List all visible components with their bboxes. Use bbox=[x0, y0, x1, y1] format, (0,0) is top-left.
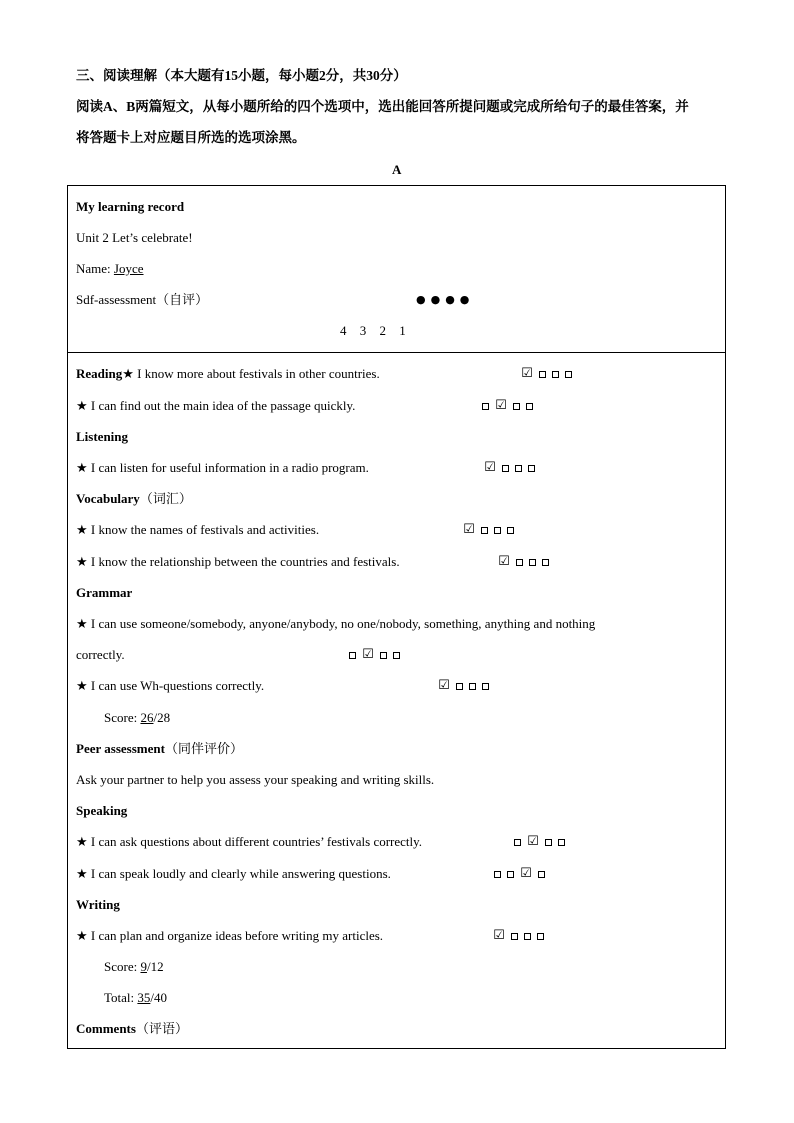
empty-checkbox[interactable] bbox=[380, 652, 387, 659]
empty-checkbox[interactable] bbox=[526, 403, 533, 410]
score-2-label: Score: bbox=[104, 959, 141, 974]
listening-heading: Listening bbox=[76, 429, 129, 444]
reading-row-1 bbox=[76, 366, 380, 382]
score-1-value: 26 bbox=[140, 710, 154, 725]
reading-item-2: ★ I can find out the main idea of the passage quickly. bbox=[76, 398, 356, 413]
reading-item-1-rating[interactable] bbox=[521, 366, 578, 383]
empty-checkbox[interactable] bbox=[524, 933, 531, 940]
empty-checkbox[interactable] bbox=[502, 465, 509, 472]
total-line bbox=[104, 990, 167, 1006]
header-divider bbox=[67, 352, 726, 353]
peer-cn: （同伴评价） bbox=[164, 741, 243, 756]
empty-checkbox[interactable] bbox=[552, 371, 559, 378]
checked-box-icon[interactable]: ☑ bbox=[521, 366, 533, 381]
empty-checkbox[interactable] bbox=[393, 652, 400, 659]
comments-heading: Comments bbox=[76, 1021, 136, 1036]
comments-heading-line bbox=[76, 1021, 188, 1037]
empty-checkbox[interactable] bbox=[529, 559, 536, 566]
checked-box-icon[interactable]: ☑ bbox=[498, 554, 510, 569]
checked-box-icon[interactable]: ☑ bbox=[527, 834, 539, 849]
vocab-cn: （词汇） bbox=[139, 491, 192, 506]
name-line bbox=[76, 261, 144, 277]
grammar-heading: Grammar bbox=[76, 585, 133, 600]
score-1-label: Score: bbox=[104, 710, 141, 725]
empty-checkbox[interactable] bbox=[558, 839, 565, 846]
empty-checkbox[interactable] bbox=[456, 683, 463, 690]
instruction-line-2: 将答题卡上对应题目所选的选项涂黑。 bbox=[76, 130, 306, 145]
checked-box-icon[interactable]: ☑ bbox=[493, 928, 505, 943]
vocab-item-2-rating[interactable] bbox=[498, 554, 555, 571]
empty-checkbox[interactable] bbox=[515, 465, 522, 472]
speaking-item-1-rating[interactable] bbox=[514, 834, 571, 851]
vocab-item-1: ★ I know the names of festivals and activities. bbox=[76, 522, 320, 537]
self-assessment-label: Sdf-assessment（自评） bbox=[76, 292, 209, 307]
empty-checkbox[interactable] bbox=[542, 559, 549, 566]
score-line-1 bbox=[104, 710, 170, 726]
empty-checkbox[interactable] bbox=[349, 652, 356, 659]
checked-box-icon[interactable]: ☑ bbox=[438, 678, 450, 693]
checked-box-icon[interactable]: ☑ bbox=[520, 866, 532, 881]
checked-box-icon[interactable]: ☑ bbox=[484, 460, 496, 475]
reading-item-2-rating[interactable] bbox=[482, 398, 539, 415]
score-2-value: 9 bbox=[140, 959, 147, 974]
checked-box-icon[interactable]: ☑ bbox=[362, 647, 374, 662]
empty-checkbox[interactable] bbox=[528, 465, 535, 472]
grammar-item-2-rating[interactable] bbox=[438, 678, 495, 695]
rating-scale: 4 3 2 1 bbox=[340, 323, 411, 338]
empty-checkbox[interactable] bbox=[494, 527, 501, 534]
empty-checkbox[interactable] bbox=[514, 839, 521, 846]
empty-checkbox[interactable] bbox=[482, 683, 489, 690]
empty-checkbox[interactable] bbox=[507, 871, 514, 878]
record-title: My learning record bbox=[76, 199, 185, 214]
score-line-2 bbox=[104, 959, 164, 975]
grammar-item-1-line-1: ★ I can use someone/somebody, anyone/anybody, no one/nobody, something, anything and nothing bbox=[76, 616, 596, 631]
passage-label: A bbox=[392, 162, 402, 177]
total-label: Total: bbox=[104, 990, 138, 1005]
score-1-total: /28 bbox=[153, 710, 171, 725]
writing-item-1-rating[interactable] bbox=[493, 928, 550, 945]
empty-checkbox[interactable] bbox=[482, 403, 489, 410]
speaking-item-1: ★ I can ask questions about different countries’ festivals correctly. bbox=[76, 834, 423, 849]
listening-item-1-rating[interactable] bbox=[484, 460, 541, 477]
empty-checkbox[interactable] bbox=[511, 933, 518, 940]
writing-item-1: ★ I can plan and organize ideas before writing my articles. bbox=[76, 928, 384, 943]
empty-checkbox[interactable] bbox=[539, 371, 546, 378]
empty-checkbox[interactable] bbox=[469, 683, 476, 690]
total-total: /40 bbox=[150, 990, 168, 1005]
peer-text: Ask your partner to help you assess your speaking and writing skills. bbox=[76, 772, 435, 787]
peer-heading-line bbox=[76, 741, 243, 757]
checked-box-icon[interactable]: ☑ bbox=[463, 522, 475, 537]
empty-checkbox[interactable] bbox=[494, 871, 501, 878]
checked-box-icon[interactable]: ☑ bbox=[495, 398, 507, 413]
grammar-item-1-rating[interactable] bbox=[349, 647, 406, 664]
vocab-item-1-rating[interactable] bbox=[463, 522, 520, 539]
reading-item-1: ★ I know more about festivals in other countries. bbox=[122, 366, 380, 381]
instruction-line-1: 阅读A、B两篇短文，从每小题所给的四个选项中，选出能回答所提问题或完成所给句子的最佳答案，并 bbox=[76, 99, 689, 114]
empty-checkbox[interactable] bbox=[538, 871, 545, 878]
name-value: Joyce bbox=[113, 261, 144, 276]
total-value: 35 bbox=[137, 990, 151, 1005]
empty-checkbox[interactable] bbox=[545, 839, 552, 846]
vocab-heading: Vocabulary bbox=[76, 491, 140, 506]
listening-item-1: ★ I can listen for useful information in a radio program. bbox=[76, 460, 369, 475]
empty-checkbox[interactable] bbox=[513, 403, 520, 410]
reading-heading: Reading bbox=[76, 366, 123, 381]
grammar-item-2: ★ I can use Wh-questions correctly. bbox=[76, 678, 265, 693]
speaking-item-2-rating[interactable] bbox=[494, 866, 551, 883]
score-2-total: /12 bbox=[146, 959, 164, 974]
empty-checkbox[interactable] bbox=[537, 933, 544, 940]
unit-title: Unit 2 Let’s celebrate! bbox=[76, 230, 193, 245]
empty-checkbox[interactable] bbox=[481, 527, 488, 534]
empty-checkbox[interactable] bbox=[507, 527, 514, 534]
writing-heading: Writing bbox=[76, 897, 120, 912]
speaking-heading: Speaking bbox=[76, 803, 128, 818]
comments-cn: （评语） bbox=[135, 1021, 188, 1036]
vocab-heading-line bbox=[76, 491, 192, 507]
section-heading: 三、阅读理解（本大题有15小题，每小题2分，共30分） bbox=[76, 68, 407, 83]
name-label: Name: bbox=[76, 261, 114, 276]
empty-checkbox[interactable] bbox=[516, 559, 523, 566]
speaking-item-2: ★ I can speak loudly and clearly while answering questions. bbox=[76, 866, 391, 881]
peer-heading: Peer assessment bbox=[76, 741, 165, 756]
rating-dots: ●●●● bbox=[416, 293, 475, 306]
grammar-item-1-line-2: correctly. bbox=[76, 647, 125, 662]
empty-checkbox[interactable] bbox=[565, 371, 572, 378]
vocab-item-2: ★ I know the relationship between the countries and festivals. bbox=[76, 554, 400, 569]
